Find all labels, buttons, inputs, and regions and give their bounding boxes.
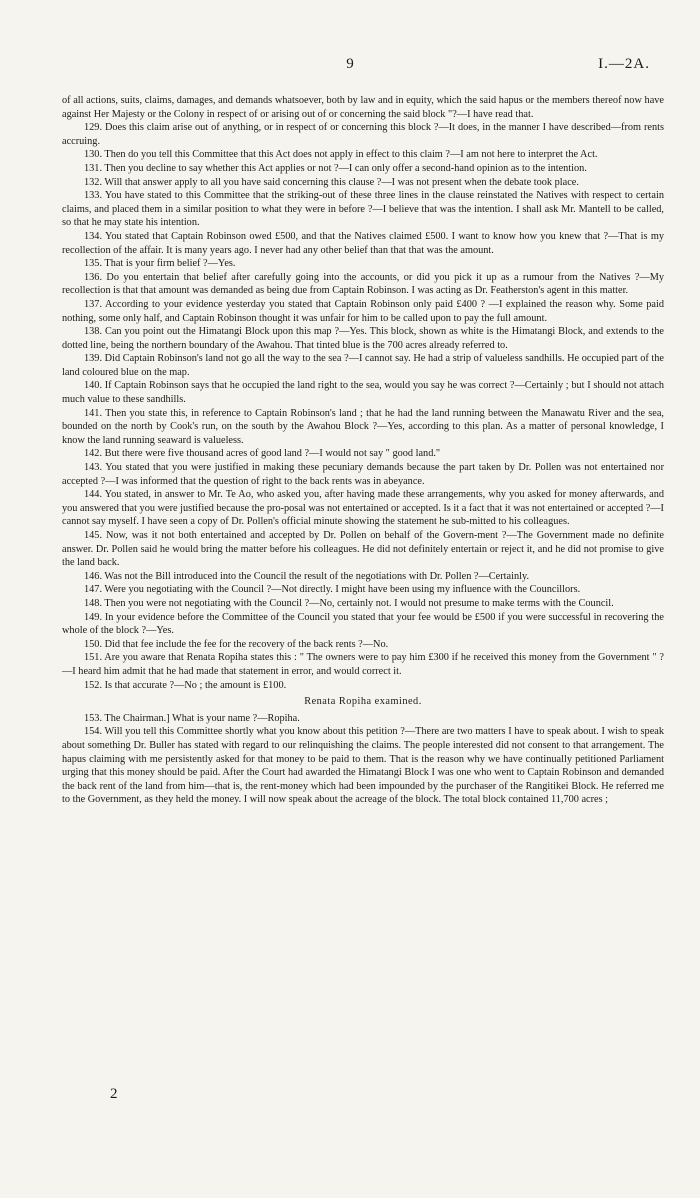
paragraph: 129. Does this claim arise out of anything, or in respect of or concerning this block ?—It does, in the manner I have described—from rents accruing. <box>62 122 664 147</box>
paragraph: 132. Will that answer apply to all you have said concerning this clause ?—I was not present when the debate took place. <box>84 176 579 188</box>
page-header <box>50 56 650 80</box>
paragraph: 133. You have stated to this Committee that the striking-out of these three lines in the clause reinstated the Natives with respect to certain claims, and placed them in a similar position to what they were in before ?—I believe that was the intention. I shall ask Mr. Mantell to be called, so that he may state his intention. <box>62 190 664 229</box>
paragraph: 146. Was not the Bill introduced into the Council the result of the negotiations with Dr. Pollen ?—Certainly. <box>84 570 530 582</box>
paragraph: 130. Then do you tell this Committee that this Act does not apply in effect to this claim ?—I am not here to interpret the Act. <box>84 149 598 161</box>
paragraph: of all actions, suits, claims, damages, and demands whatsoever, both by law and in equity, which the said hapus or the members thereof now have against Her Majesty or the Colony in respect of or arising out of or concerning the said block "?—I have read that. <box>62 95 664 120</box>
section-heading: Renata Ropiha examined. <box>304 696 422 708</box>
paragraph: 151. Are you aware that Renata Ropiha states this : " The owners were to pay him £300 if he received this money from the Government " ?—I heard him admit that he had made that statement in error, and would correct it. <box>62 652 664 677</box>
paragraph: 148. Then you were not negotiating with the Council ?—No, certainly not. I would not presume to make terms with the Council. <box>84 597 614 609</box>
paragraph: 144. You stated, in answer to Mr. Te Ao, who asked you, after having made these arrangements, why you asked for money afterwards, and you answered that you were justified because the pro-posal was not entertained or accepted. Is it a fact that it was not entertained or accepted ?—I cannot say myself. I have seen a copy of Dr. Pollen's official minute showing the statement he sub-mitted to his colleagues. <box>62 489 664 528</box>
paragraph: 135. That is your firm belief ?—Yes. <box>84 258 236 270</box>
paragraph: 139. Did Captain Robinson's land not go all the way to the sea ?—I cannot say. He had a strip of valueless sandhills. He occupied part of the land coloured blue on the map. <box>62 353 664 378</box>
paragraph: 149. In your evidence before the Committee of the Council you stated that your fee would be £500 if you were successful in recovering the whole of the block ?—Yes. <box>62 611 664 637</box>
paragraph: 137. According to your evidence yesterday you stated that Captain Robinson only paid £400 ? —I explained the reason why. Some paid nothing, some only half, and Captain Robinson thought it was unfair for him to be called upon to pay the full amount. <box>62 298 664 324</box>
paragraph: 136. Do you entertain that belief after carefully going into the accounts, or did you pick it up as a rumour from the Natives ?—My recollection is that that amount was demanded as being due from Captain Robinson. I was acting as Dr. Featherston's agent in this matter. <box>62 271 664 297</box>
body-text <box>62 94 664 807</box>
paragraph: 145. Now, was it not both entertained and accepted by Dr. Pollen on behalf of the Govern-ment ?—The Government made no definite answer. Dr. Pollen said he would bring the matter before his colleagues. He did not definitely entertain or reject it, and he did not promise to give the land back. <box>62 530 664 569</box>
paragraph: 150. Did that fee include the fee for the recovery of the back rents ?—No. <box>84 638 389 650</box>
paragraph: 143. You stated that you were justified in making these pecuniary demands because the part taken by Dr. Pollen was not entertained nor accepted ?—I was informed that the question of right to the back rents was in abeyance. <box>62 462 664 487</box>
paragraph: 140. If Captain Robinson says that he occupied the land right to the sea, would you say he was correct ?—Certainly ; but I should not attach much value to these sandhills. <box>62 380 664 406</box>
paragraph: 147. Were you negotiating with the Council ?—Not directly. I might have been using my influence with the Councillors. <box>84 584 581 596</box>
paragraph: 152. Is that accurate ?—No ; the amount is £100. <box>84 679 287 691</box>
paragraph: 138. Can you point out the Himatangi Block upon this map ?—Yes. This block, shown as white is the Himatangi Block, and extends to the dotted line, being the northern boundary of the Awahou. That tinted blue is the 700 acres already referred to. <box>62 326 664 351</box>
signature-mark: 2 <box>110 1086 118 1102</box>
paragraph: 141. Then you state this, in reference to Captain Robinson's land ; that he had the land running between the Manawatu River and the sea, bounded on the north by Cook's run, on the south by the Awahou Block ?—Yes, according to this plan. As a matter of personal knowledge, I know the land running seaward is valueless. <box>62 407 664 446</box>
paragraph: 131. Then you decline to say whether this Act applies or not ?—I can only offer a second-hand opinion as to the intention. <box>84 162 587 174</box>
paragraph: 142. But there were five thousand acres of good land ?—I would not say " good land." <box>84 448 441 460</box>
document-reference: I.—2A. <box>598 56 650 72</box>
page-number: 9 <box>346 56 354 72</box>
paragraph: 153. The Chairman.] What is your name ?—Ropiha. <box>84 712 300 724</box>
paragraph: 154. Will you tell this Committee shortly what you know about this petition ?—There are two matters I have to speak about. I wish to speak about something Dr. Buller has stated with regard to our relinquishing the claims. The people interested did not consent to that arrangement. The hapus claiming with me persistently asked for that money to be paid to them. That is the reason why we have continually petitioned Parliament urging that this money should be paid. After the Court had awarded the Himatangi Block I was one who went to Captain Robinson and demanded the back rent of the land from him—that is, the rent-money which had been impounded by the purchaser of the Rangitikei Block. He referred me to the Government, as they held the money. I will now speak about the acreage of the block. The total block contained 11,700 acres ; <box>62 726 664 806</box>
paragraph: 134. You stated that Captain Robinson owed £500, and that the Natives claimed £500. I want to know how you knew that ?—That is my recollection of the affair. It is many years ago. I never had any other belief than that that was the amount. <box>62 230 664 256</box>
